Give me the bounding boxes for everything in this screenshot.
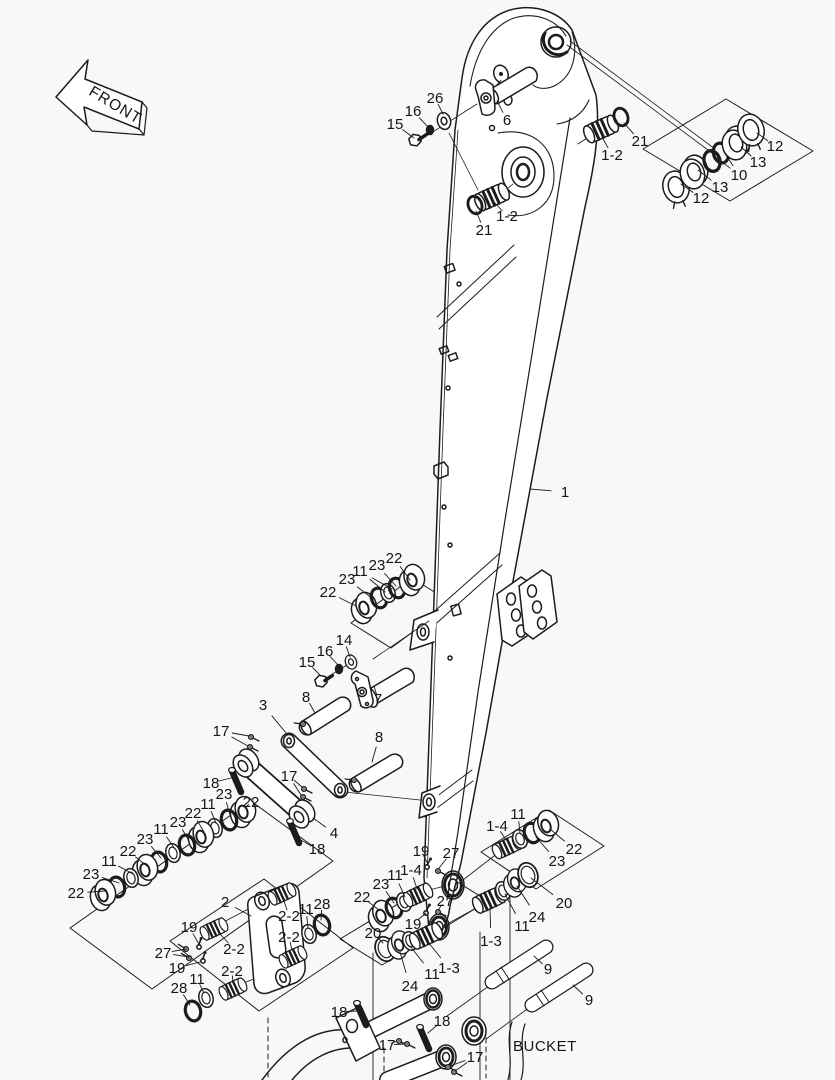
part-callout: 6 [502, 112, 512, 129]
part-callout: 19 [412, 843, 430, 860]
part-callout: 1-2 [496, 208, 518, 225]
part-callout: 16 [316, 643, 334, 660]
callout-leader [310, 703, 315, 713]
callout-leader [490, 908, 491, 928]
part-callout: 23 [82, 866, 100, 883]
part-callout: 21 [475, 222, 493, 239]
part-callout: 18 [330, 1004, 348, 1021]
part-callout: 11 [514, 918, 530, 935]
callout-leader [394, 1044, 405, 1045]
part-callout: 10 [730, 167, 748, 184]
part-callout: 11 [424, 966, 440, 983]
part-callout: 9 [543, 961, 553, 978]
part-callout: 17 [378, 1037, 396, 1054]
link-group [229, 697, 403, 843]
part-callout: 1-4 [486, 818, 508, 835]
part-callout: 23 [215, 786, 233, 803]
part-callout: 1-3 [480, 933, 502, 950]
part-callout: 22 [67, 885, 85, 902]
part-callout: 23 [372, 876, 390, 893]
part-callout: 22 [119, 843, 137, 860]
part-callout: 15 [386, 116, 404, 133]
part-callout: 1-4 [400, 862, 422, 879]
part-callout: 27 [154, 945, 172, 962]
callout-leader [428, 942, 441, 958]
bucket-pin-group [492, 947, 586, 1006]
part-callout: 17 [466, 1049, 484, 1066]
callout-leader [219, 778, 231, 781]
part-callout: 27 [442, 845, 460, 862]
callout-leader [573, 985, 583, 994]
front-arrow-label: FRONT [85, 83, 145, 128]
part-callout: 1-2 [601, 147, 623, 164]
part-callout: 13 [749, 154, 767, 171]
part-callout: 8 [301, 689, 311, 706]
part-callout: 24 [528, 909, 546, 926]
part-callout: 22 [319, 584, 337, 601]
part-callout: 19 [180, 919, 198, 936]
part-callout: 17 [212, 723, 230, 740]
part-callout: 23 [169, 814, 187, 831]
part-callout: 7 [373, 691, 383, 708]
part-callout: 11 [189, 971, 205, 988]
part-callout: 12 [766, 138, 784, 155]
part-callout: 22 [565, 841, 583, 858]
callout-leader [346, 1011, 357, 1012]
part-callout: 23 [368, 557, 386, 574]
part-callout: 23 [548, 853, 566, 870]
part-callout: 19 [168, 960, 186, 977]
part-callout: 23 [338, 571, 356, 588]
callout-layer [68, 90, 784, 1071]
part-callout: 13 [711, 179, 729, 196]
bucket-label: BUCKET [513, 1038, 577, 1055]
part-callout: 11 [200, 796, 216, 813]
part-callout: 1-3 [438, 960, 460, 977]
front-arrow [56, 60, 147, 135]
part-callout: 28 [170, 980, 188, 997]
callout-leader [232, 733, 249, 736]
part-callout: 17 [280, 768, 298, 785]
part-callout: 18 [308, 841, 326, 858]
part-callout: 11 [352, 563, 368, 580]
part-callout: 23 [136, 831, 154, 848]
part-callout: 2-2 [223, 941, 245, 958]
part-callout: 16 [404, 103, 422, 120]
part-callout: 11 [387, 867, 403, 884]
part-callout: 2-2 [278, 929, 300, 946]
callout-leader [530, 489, 551, 491]
part-callout: 2 [220, 894, 230, 911]
part-callout: 15 [298, 654, 316, 671]
part-callout: 8 [374, 729, 384, 746]
part-callout: 18 [433, 1013, 451, 1030]
part-callout: 27 [436, 893, 454, 910]
part-callout: 11 [510, 806, 526, 823]
callout-leader [232, 737, 248, 746]
part-callout: 24 [401, 978, 419, 995]
callout-leader [313, 818, 326, 827]
part-callout: 19 [404, 916, 422, 933]
part-callout: 9 [584, 992, 594, 1009]
arm-body [410, 8, 598, 940]
part-callout: 2-2 [221, 963, 243, 980]
part-callout: 22 [385, 550, 403, 567]
part-callout: 22 [353, 889, 371, 906]
part-callout: 4 [329, 825, 339, 842]
callout-leader [372, 747, 376, 762]
part-callout: 20 [364, 925, 382, 942]
part-callout: 18 [202, 775, 220, 792]
part-callout: 11 [153, 821, 169, 838]
part-callout: 22 [184, 805, 202, 822]
part-callout: 20 [555, 895, 573, 912]
idler-pin-group [314, 653, 414, 709]
part-callout: 26 [426, 90, 444, 107]
part-callout: 22 [242, 794, 260, 811]
part-callout: 3 [258, 697, 268, 714]
part-callout: 1 [560, 484, 570, 501]
callout-leader [272, 716, 286, 733]
part-callout: 21 [631, 133, 649, 150]
callout-leader [403, 130, 414, 138]
part-callout: 28 [313, 896, 331, 913]
part-callout: 11 [298, 901, 314, 918]
part-callout: 14 [335, 632, 353, 649]
part-callout: 2-2 [278, 908, 300, 925]
part-callout: 11 [101, 853, 117, 870]
part-callout: 12 [692, 190, 710, 207]
